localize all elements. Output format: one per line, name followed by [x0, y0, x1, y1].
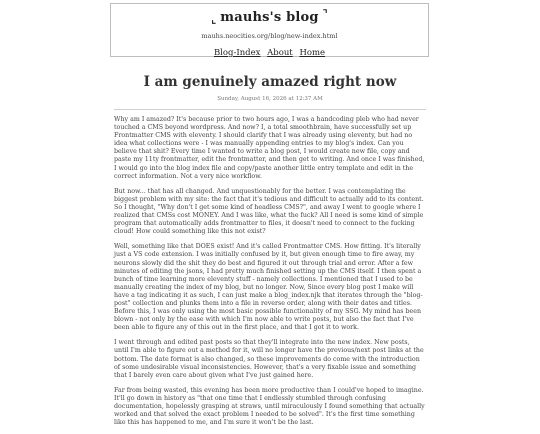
corner-right-icon: ⌝ — [322, 9, 328, 20]
nav-link-about[interactable]: About — [267, 48, 293, 58]
blog-title-text: mauhs's blog — [220, 10, 319, 25]
post-date: Sunday, August 16, 2026 at 12:37 AM — [217, 96, 323, 102]
post-paragraph: Why am I amazed? It's because prior to two hours ago, I was a handcoding pleb who had never touched a CMS beyond wordpress. And now? I, a total smoothbrain, have successfully set up Frontmatter CMS with eleventy. I should clarify that I was already using eleventy, but had no idea what collections were - I was manually appending entries to my blog's index. Can you believe that shit? Every time I wanted to write a blog post, I would create new file, copy and paste my 11ty frontmatter, edit the frontmatter, and then get to writing. And once I was finished, I would go into the blog index file and copy/paste another little entry template and edit in the correct information. Not a very nice workflow. — [114, 116, 425, 180]
nav-link-home[interactable]: Home — [299, 48, 326, 58]
blog-url: mauhs.neocities.org/blog/new-index.html — [201, 32, 338, 40]
nav-link-blog-index[interactable]: Blog-Index — [213, 48, 261, 58]
blog-title — [111, 10, 428, 25]
post-paragraph: Far from being wasted, this evening has been more productive than I could've hoped to imagine. It'll go down in history as "that one time that I endlessly stumbled through confusing documentation, hopelessly grasping at straws, until miraculously I found something that actually worked and that solved the exact problem I needed to be solved". It's the first time something like this has happened to me, and I'm sure it won't be the last. — [114, 386, 425, 427]
corner-left-icon: ⌞ — [211, 15, 217, 26]
post-paragraph: I went through and edited past posts so that they'll integrate into the new index. New posts, until I'm able to figure out a method for it, will no longer have the previous/next post links at the bottom. The date format is also changed, so these improvements do come with the introduction of some undesirable visual inconsistencies. However, that's a very fixable issue and something that I barely even care about given what I've just gained here. — [114, 339, 424, 379]
post-body — [114, 116, 426, 434]
post-paragraph: But now... that has all changed. And unquestionably for the better. I was contemplating the biggest problem with my site: the fact that it's tedious and difficult to actually add to its content. So I thought, "Why don't I get some kind of headless CMS?", and away I went to google where I realized that CMSs cost MONEY. And I was like, what the fuck? All I need is some kind of simple program that automatically adds frontmatter to files, it doesn't need to connect to the fucking cloud! How could something like this not exist? — [114, 187, 424, 236]
post-paragraph: Well, something like that DOES exist! And it's called Frontmatter CMS. How fitting. It's literally just a VS code extension. I was initially confused by it, but given enough time to fire away, my neurons slowly did the shit they do best and figured it out through trial and error. After a few minutes of editing the jsons, I had pretty much finished setting up the CMS itself. I then spent a bunch of time learning more eleventy stuff - namely collections. I mentioned that I used to be manually creating the index of my blog, but no longer. Now, Since every blog post I make will have a tag indicating it as such, I can just make a blog_index.njk that iterates through the "blog-post" collection and plunks them into a file in reverse order, along with their dates and titles. Before this, I was only using the most basic possible functionality of my SSG. My mind has been blown - not only by the ease with which I'm now able to write posts, but also the fact that I've been able to figure any of this out in the first place, and that I got it to work. — [114, 243, 423, 332]
title-divider — [114, 109, 426, 110]
post-title: I am genuinely amazed right now — [143, 74, 397, 90]
main-nav — [111, 48, 428, 58]
blog-header — [110, 3, 429, 57]
